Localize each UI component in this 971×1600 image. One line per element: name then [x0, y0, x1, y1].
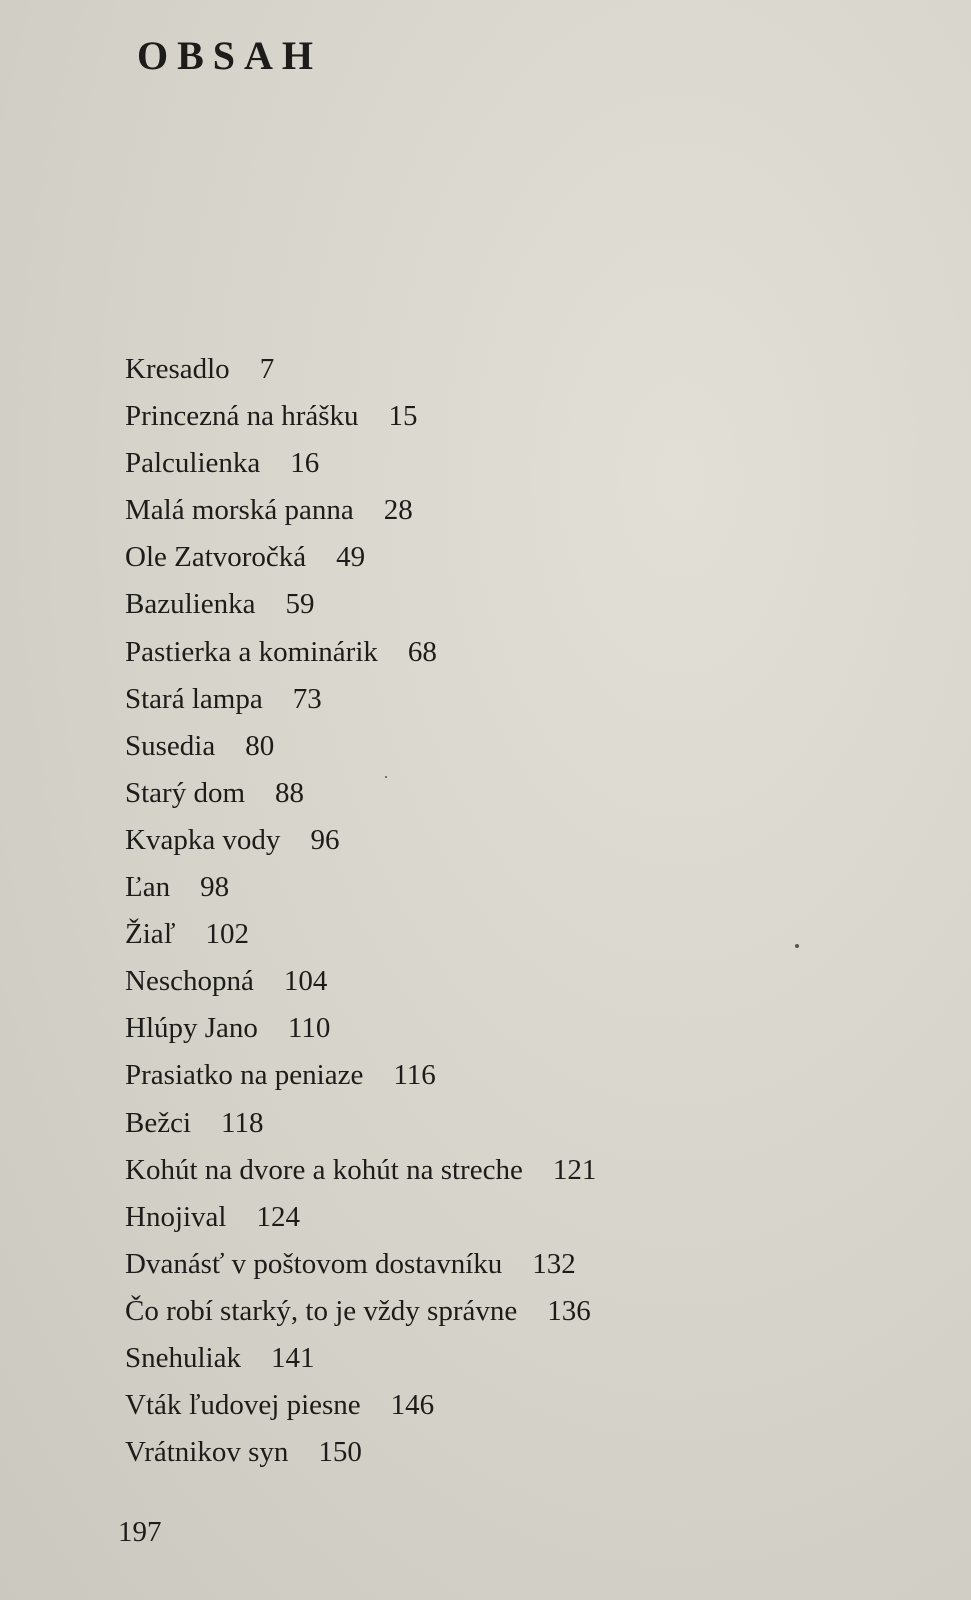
toc-entry-page: 15 [388, 400, 418, 433]
toc-entry-page: 98 [200, 871, 230, 904]
toc-entry [125, 393, 596, 440]
toc-entry-title: Vták ľudovej piesne [125, 1389, 361, 1422]
toc-entry [125, 958, 596, 1005]
toc-entry-title: Snehuliak [125, 1341, 241, 1374]
toc-entry-page: 124 [256, 1200, 300, 1233]
toc-entry-page: 68 [407, 635, 437, 668]
toc-entry-title: Neschopná [125, 965, 254, 998]
paper-speck [385, 776, 387, 778]
toc-entry-page: 102 [205, 918, 249, 951]
toc-entry-page: 28 [383, 494, 413, 527]
toc-entry [125, 534, 596, 581]
toc-entry [125, 487, 596, 534]
toc-entry-page: 110 [287, 1012, 331, 1045]
toc-entry [125, 346, 596, 393]
toc-entry-page: 104 [283, 965, 328, 998]
table-of-contents [125, 346, 596, 1476]
toc-entry-title: Vrátnikov syn [125, 1436, 289, 1469]
toc-entry-page: 16 [290, 447, 320, 480]
toc-entry [125, 1147, 596, 1194]
toc-entry [125, 1052, 596, 1099]
toc-entry [125, 1382, 596, 1429]
toc-entry-page: 150 [318, 1436, 362, 1469]
toc-entry-title: Palculienka [125, 447, 261, 480]
toc-entry-page: 80 [245, 729, 275, 762]
toc-entry-title: Dvanásť v poštovom dostavníku [125, 1247, 503, 1280]
toc-entry [125, 440, 596, 487]
toc-entry [125, 676, 596, 723]
toc-entry-title: Prasiatko na peniaze [125, 1059, 364, 1092]
toc-entry [125, 911, 596, 958]
toc-entry [125, 1241, 596, 1288]
toc-entry [125, 1194, 596, 1241]
toc-entry-title: Žiaľ [125, 918, 176, 951]
toc-entry [125, 581, 596, 628]
toc-entry [125, 1288, 596, 1335]
toc-entry-title: Hlúpy Jano [125, 1012, 258, 1045]
toc-entry [125, 1005, 596, 1052]
toc-entry-page: 146 [390, 1389, 435, 1422]
toc-entry-page: 118 [221, 1106, 264, 1139]
toc-entry-page: 121 [552, 1153, 597, 1186]
toc-entry [125, 723, 596, 770]
toc-entry-title: Malá morská panna [125, 494, 354, 527]
toc-entry [125, 770, 596, 817]
toc-entry-page: 136 [547, 1294, 591, 1327]
toc-entry [125, 1429, 596, 1476]
toc-entry-title: Kohút na dvore a kohút na streche [125, 1153, 523, 1186]
toc-entry-page: 7 [259, 353, 275, 385]
toc-entry-title: Ľan [125, 871, 171, 904]
toc-entry-title: Ole Zatvoročká [125, 541, 307, 574]
toc-entry-page: 141 [271, 1341, 315, 1374]
toc-entry-page: 59 [285, 588, 315, 621]
toc-entry-page: 132 [532, 1247, 576, 1280]
toc-entry-title: Čo robí starký, to je vždy správne [125, 1294, 518, 1327]
toc-entry-title: Hnojival [125, 1200, 227, 1233]
toc-entry-page: 96 [310, 823, 340, 856]
toc-entry-page: 88 [275, 776, 305, 809]
page-number: 197 [118, 1516, 162, 1548]
toc-entry [125, 817, 596, 864]
toc-entry [125, 1335, 596, 1382]
toc-entry-title: Kvapka vody [125, 823, 281, 856]
toc-entry-title: Princezná na hrášku [125, 400, 359, 433]
toc-entry-title: Susedia [125, 729, 216, 762]
toc-entry-title: Bazulienka [125, 588, 256, 621]
toc-entry-page: 116 [393, 1059, 436, 1092]
toc-entry-page: 73 [292, 682, 322, 715]
paper-speck [795, 944, 799, 948]
toc-entry-title: Stará lampa [125, 682, 263, 715]
toc-entry [125, 864, 596, 911]
toc-entry-title: Starý dom [125, 776, 246, 809]
toc-entry [125, 629, 596, 676]
toc-entry-title: Pastierka a kominárik [125, 635, 378, 668]
toc-entry-title: Kresadlo [125, 353, 230, 385]
toc-entry-title: Bežci [125, 1106, 192, 1139]
contents-heading: OBSAH [137, 33, 323, 78]
toc-entry [125, 1100, 596, 1147]
toc-entry-page: 49 [336, 541, 366, 574]
